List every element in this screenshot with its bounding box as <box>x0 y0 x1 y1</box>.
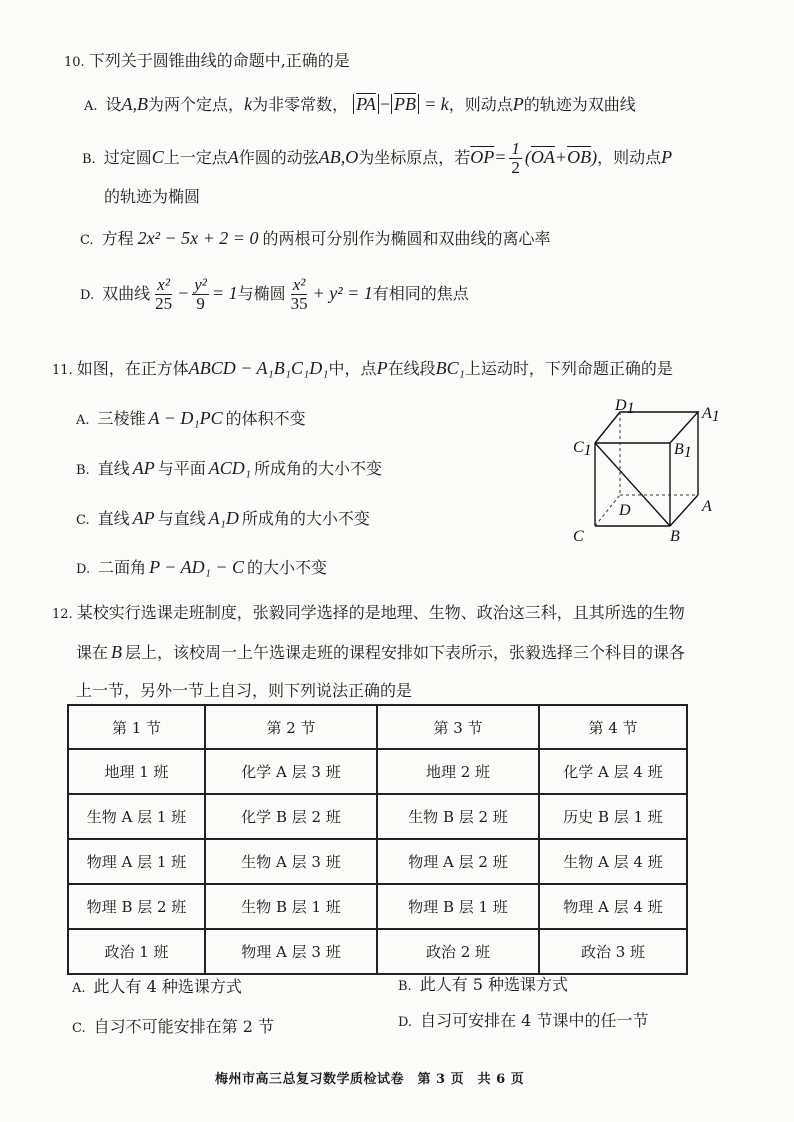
table-cell: 政治 3 班 <box>539 929 687 974</box>
text: 此人有 5 种选课方式 <box>419 975 569 994</box>
table-cell: 物理 A 层 1 班 <box>68 839 205 884</box>
q12-option-d <box>398 1008 794 1031</box>
text: 所成角的大小不变 <box>253 459 382 478</box>
math: P <box>661 146 673 167</box>
q10-option-d <box>80 276 794 313</box>
fraction <box>192 276 209 313</box>
math: A − D₁PC <box>148 408 223 428</box>
math: − <box>378 94 391 114</box>
math: = 1 <box>211 282 238 303</box>
math: A,B <box>121 94 149 114</box>
label-c1-letter: C <box>573 439 584 456</box>
label-sub: 1 <box>626 400 635 417</box>
option-label: C. <box>80 233 94 248</box>
math: B <box>111 642 123 662</box>
text: 某校实行选课走班制度，张毅同学选择的是地理、生物、政治这三科，且其所选的生物 <box>76 603 685 622</box>
cube-figure <box>565 398 725 548</box>
option-label: A. <box>72 981 86 996</box>
table-row <box>68 749 687 794</box>
label-a1 <box>701 405 720 425</box>
math: A₁D <box>208 508 239 528</box>
text: 作圆的动弦 <box>238 147 319 167</box>
table-cell: 化学 A 层 4 班 <box>539 749 687 794</box>
q10-option-c <box>80 226 794 249</box>
text: 过定圆 <box>103 147 152 167</box>
math: = k <box>424 94 449 114</box>
label-sub: 1 <box>583 442 592 459</box>
math: A <box>227 146 239 167</box>
numerator: 1 <box>511 139 520 158</box>
label-c: C <box>573 528 584 545</box>
q12-stem-line2 <box>76 640 794 663</box>
text: 与直线 <box>157 509 206 528</box>
text: 课在 <box>76 643 109 662</box>
text: 自习可安排在 4 节课中的任一节 <box>420 1011 649 1030</box>
text: 所成角的大小不变 <box>241 509 370 528</box>
math: P − AD₁ − C <box>149 557 245 577</box>
q12-stem-line1 <box>52 600 794 623</box>
q11-stem <box>52 356 794 379</box>
label-c1 <box>573 439 592 459</box>
vector-pa: $\overline{PA}$ <box>356 94 376 114</box>
math: = <box>494 146 507 167</box>
numerator: y² <box>194 275 207 294</box>
math: AB,O <box>318 146 359 167</box>
text: ，则动点 <box>597 147 662 167</box>
table-cell: 生物 B 层 1 班 <box>205 884 377 929</box>
math: AP <box>132 458 155 478</box>
q11-number: 11. <box>52 363 73 378</box>
text: 直线 <box>97 509 130 528</box>
option-label: D. <box>76 562 91 577</box>
text: 为非零常数， <box>252 95 349 114</box>
q12-number: 12. <box>52 607 73 622</box>
numerator: x² <box>157 275 170 294</box>
option-label: B. <box>398 979 412 994</box>
label-a1-letter: A <box>702 405 712 422</box>
label-d: D <box>619 502 631 519</box>
table-row <box>68 794 687 839</box>
option-label: D. <box>80 287 95 303</box>
text: 方程 <box>101 229 134 248</box>
text: 三棱锥 <box>97 409 146 428</box>
vector-oa: $\overline{OA}$ <box>530 146 555 167</box>
denominator: 35 <box>290 293 308 313</box>
table-row <box>68 884 687 929</box>
segment-bc1 <box>595 443 670 526</box>
table-cell: 物理 B 层 1 班 <box>377 884 539 929</box>
q12-stem-line3 <box>76 678 794 701</box>
label-d1 <box>614 398 635 417</box>
label-sub: 1 <box>683 444 692 461</box>
label-b1 <box>674 441 692 461</box>
table-header-row <box>68 705 687 749</box>
text: 上一节，另外一节上自习，则下列说法正确的是 <box>76 681 413 700</box>
fraction <box>153 276 174 313</box>
numerator: x² <box>292 275 306 294</box>
table-cell: 物理 B 层 2 班 <box>68 884 205 929</box>
text: 为两个定点， <box>148 95 245 114</box>
text: 的两根可分别作为椭圆和双曲线的离心率 <box>262 229 551 248</box>
q10-option-b: B. 过定圆C上一定点A作圆的动弦AB,O为坐标原点，若$\overline{OP}=$ $\frac{1}{2}$ $(\overline{OA}+\overline{OB})$，则动点P <box>82 139 673 177</box>
option-label: D. <box>398 1015 413 1030</box>
option-label: C. <box>72 1021 86 1036</box>
table-header: 第 1 节 <box>68 705 205 749</box>
table-cell: 地理 1 班 <box>68 749 205 794</box>
text: 的大小不变 <box>247 558 328 577</box>
text: 的体积不变 <box>225 409 306 428</box>
table-cell: 政治 2 班 <box>377 929 539 974</box>
table-cell: 物理 A 层 3 班 <box>205 929 377 974</box>
schedule-table <box>67 704 688 975</box>
vector-op: $\overline{OP}$ <box>470 146 495 167</box>
text: 上运动时，下列命题正确的是 <box>464 359 673 378</box>
text: 有相同的焦点 <box>372 283 469 303</box>
q10-number: 10. <box>64 55 85 70</box>
table-cell: 政治 1 班 <box>68 929 205 974</box>
edge-cd-hidden <box>595 495 620 526</box>
table-header: 第 3 节 <box>377 705 539 749</box>
math: ABCD − A₁B₁C₁D₁ <box>188 358 329 378</box>
text: 二面角 <box>98 558 147 577</box>
table-cell: 物理 A 层 2 班 <box>377 839 539 884</box>
option-label: A. <box>76 413 90 428</box>
table-header: 第 2 节 <box>205 705 377 749</box>
option-label: C. <box>76 513 90 528</box>
table-cell: 化学 B 层 2 班 <box>205 794 377 839</box>
math: BC₁ <box>435 358 465 378</box>
table-row <box>68 929 687 974</box>
table-cell: 化学 A 层 3 班 <box>205 749 377 794</box>
label-b: B <box>670 528 680 545</box>
text: 如图，在正方体 <box>76 359 189 378</box>
equation: 2x² − 5x + 2 = 0 <box>137 228 259 248</box>
table-cell: 历史 B 层 1 班 <box>539 794 687 839</box>
q10-option-a <box>84 92 794 115</box>
text: 的轨迹为双曲线 <box>523 95 636 114</box>
text: 直线 <box>97 459 130 478</box>
text: 为坐标原点，若 <box>358 147 471 167</box>
label-sub: 1 <box>711 408 720 425</box>
table-cell: 生物 B 层 2 班 <box>377 794 539 839</box>
math: P <box>512 94 524 114</box>
table-row <box>68 839 687 884</box>
math: AP <box>132 508 155 528</box>
text: ，则动点 <box>448 95 513 114</box>
denominator: 2 <box>511 157 520 177</box>
q10-option-b-line2 <box>104 184 794 207</box>
cube-top-face <box>595 412 698 443</box>
denominator: 9 <box>196 293 205 313</box>
math: − <box>177 282 190 303</box>
text: 与椭圆 <box>237 283 286 303</box>
math: + y² = 1 <box>312 282 373 303</box>
text: 与平面 <box>157 459 206 478</box>
option-label: A. <box>84 99 98 114</box>
text: 双曲线 <box>102 283 151 303</box>
text: 自习不可能安排在第 2 节 <box>93 1017 274 1036</box>
fraction <box>289 276 310 313</box>
q10-stem-text: 下列关于圆锥曲线的命题中,正确的是 <box>88 51 350 70</box>
fraction-half <box>509 140 522 177</box>
table-cell: 地理 2 班 <box>377 749 539 794</box>
text: 此人有 4 种选课方式 <box>93 977 242 996</box>
vector-pb: $\overline{PB}$ <box>394 94 416 114</box>
q10-stem <box>64 48 794 71</box>
q12-option-b <box>398 972 794 995</box>
option-label: B. <box>76 463 90 478</box>
text: 上一定点 <box>163 147 228 167</box>
table-cell: 物理 A 层 4 班 <box>539 884 687 929</box>
page-footer: 梅州市高三总复习数学质检试卷 第 3 页 共 6 页 <box>215 1072 525 1087</box>
math: + <box>554 146 568 167</box>
text: 设 <box>105 95 122 114</box>
text: 层上，该校周一上午选课走班的课程安排如下表所示，张毅选择三个科目的课各 <box>125 643 686 662</box>
q11-option-d <box>76 555 794 578</box>
label-a: A <box>702 498 712 515</box>
vector-ob: $\overline{OB}$ <box>567 146 592 167</box>
table-cell: 生物 A 层 4 班 <box>539 839 687 884</box>
text: 中，点 <box>328 359 377 378</box>
edge-ba <box>670 495 698 526</box>
table-header: 第 4 节 <box>539 705 687 749</box>
table-cell: 生物 A 层 3 班 <box>205 839 377 884</box>
option-label: B. <box>82 151 96 167</box>
math: ACD₁ <box>208 458 251 478</box>
label-b1-letter: B <box>674 441 684 458</box>
math: P <box>376 358 388 378</box>
math: k <box>244 94 253 114</box>
text: 在线段 <box>387 359 436 378</box>
text: 的轨迹为椭圆 <box>104 187 201 206</box>
table-cell: 生物 A 层 1 班 <box>68 794 205 839</box>
denominator: 25 <box>155 293 173 313</box>
math: C <box>151 146 164 167</box>
label-d1-letter: D <box>615 398 627 414</box>
